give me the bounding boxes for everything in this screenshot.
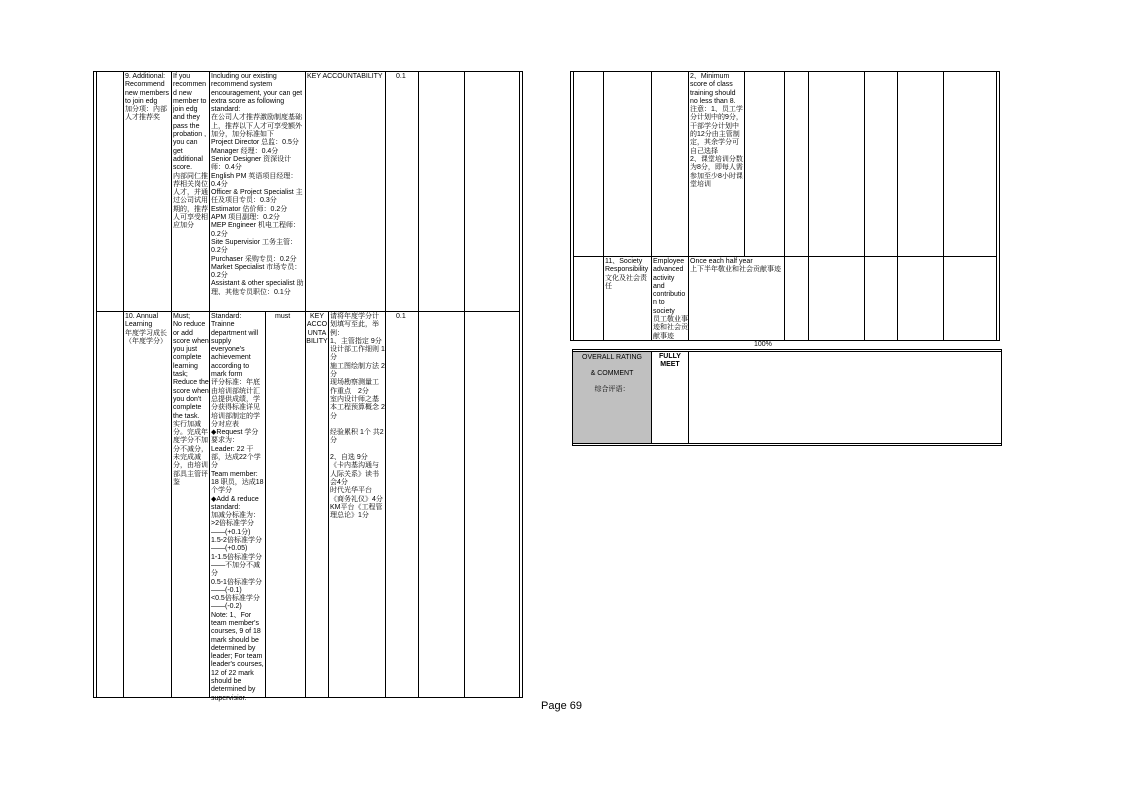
overall-label-line3: 综合评语： — [594, 386, 630, 393]
row11-item: 11、Society Responsibility 文化及社会责任 — [605, 258, 649, 290]
top-block-standard: 2、Minimum score of class training should no less than 8. 注意：1、员工学分计划中的9分，干部学分计划中的12分由主管制定，其余学分可自己选择 2、课堂培训分数为8分，即每人需参加至少8小时课堂培训 — [690, 73, 743, 188]
row11-condition: Employee advanced activity and contribution to society 员工敬业事迹和社会贡献事迹 — [653, 258, 688, 340]
row9-item: 9. Additional: Recommend new members to join edg 加分项：内部人才推荐奖 — [125, 73, 169, 122]
row9-standard: Including our existing recommend system encouragement, your can get extra score as following standard: 在公司人才推荐激励制度基础上，推荐以下人才可享受额外加分，加分标准如下 Project Director 总监：0.5分 Manager 经理：0.4分 Senior Designer 资深设计师：0.4分 English PM 英语项目经理：0.4分 Officer & Project Specialist 主任及项目专员：0.3分 Estimator 估价师：0.2分 APM 项目副理：0.2分 MEP Engineer 机电工程师：0.2分 Site Supervisior 工务主管：0.2分 Purchaser 采购专员：0.2分 Market Specialist 市场专员：0.2分 Assistant & other specialist 助理、其他专员职位：0.1分 — [211, 73, 304, 296]
overall-label-line2: & COMMENT — [590, 370, 634, 377]
row10-standard: Standard: Trainne department will supply everyone's achievement according to mark form 评分标准：年底由培训部统计汇总提供成绩，学分获得标准详见培训部制定的学分对应表 ◆Request 学分要求为： Leader: 22 干部，达成22个学分 Team member: 18 职员，达成18个学分 ◆Add & reduce standard: 加减分标准为： >2倍标准学分——(+0.1分) 1.5-2倍标准学分——(+0.05) 1-1.5倍标准学分——不加分不减分 0.5-1倍标准学分——(-0.1) <0.5倍标准学分——(-0.2) Note: 1、For team member's courses, 9 of 18 mark should be determined by leader; For team leader's courses, 12 of 22 mark should be determined by supervisior. — [211, 313, 264, 702]
total-percent: 100% — [754, 341, 772, 348]
row10-detail: 请将年度学分计划填写至此，举例： 1、主管指定 9分 设计部工作细则 1分 施工图绘制方法 2分 现场勘察测量工作重点 2分 室内设计师之基本工程预算概念 2分 经验累积 1个 共2分 2、自选 9分 《卡内基沟通与人际关系》读书会4分 时代光华平台《商务礼仪》4分 KM平台《工程管理总论》1分 — [330, 313, 385, 520]
row10-item: 10. Annual Learning 年度学习成长（年度学分） — [125, 313, 167, 345]
page-number: Page 69 — [541, 700, 582, 712]
overall-comment[interactable] — [690, 353, 1000, 443]
row9-accountability: KEY ACCOUNTABILITY — [307, 73, 383, 80]
row10-accountability: KEY ACCOUNTABILITY — [306, 313, 328, 345]
row10-must: must — [275, 313, 291, 320]
overall-rating-value: FULLY MEET — [659, 353, 681, 368]
row9-condition: If you recommend new member to join edg and they pass the probation , you can get additional score. 内部同仁推荐相关岗位人才，并通过公司试用期的，推荐人可享受相应加分 — [173, 73, 208, 230]
overall-label-line1: OVERALL RATING — [582, 354, 642, 361]
row10-condition: Must; No reduce or add score when you just complete learning task; Reduce the score when you don't complete the task. 实行加减分。完成年度学分不加分不减分，未完成减分，由培训部具主管评鉴 — [173, 313, 209, 486]
row10-weight: 0.1 — [396, 313, 406, 320]
overall-label-shade — [573, 352, 651, 443]
row9-weight: 0.1 — [396, 73, 406, 80]
row11-standard: Once each half year 上下半年敬业和社会贡献事迹 — [690, 258, 781, 274]
